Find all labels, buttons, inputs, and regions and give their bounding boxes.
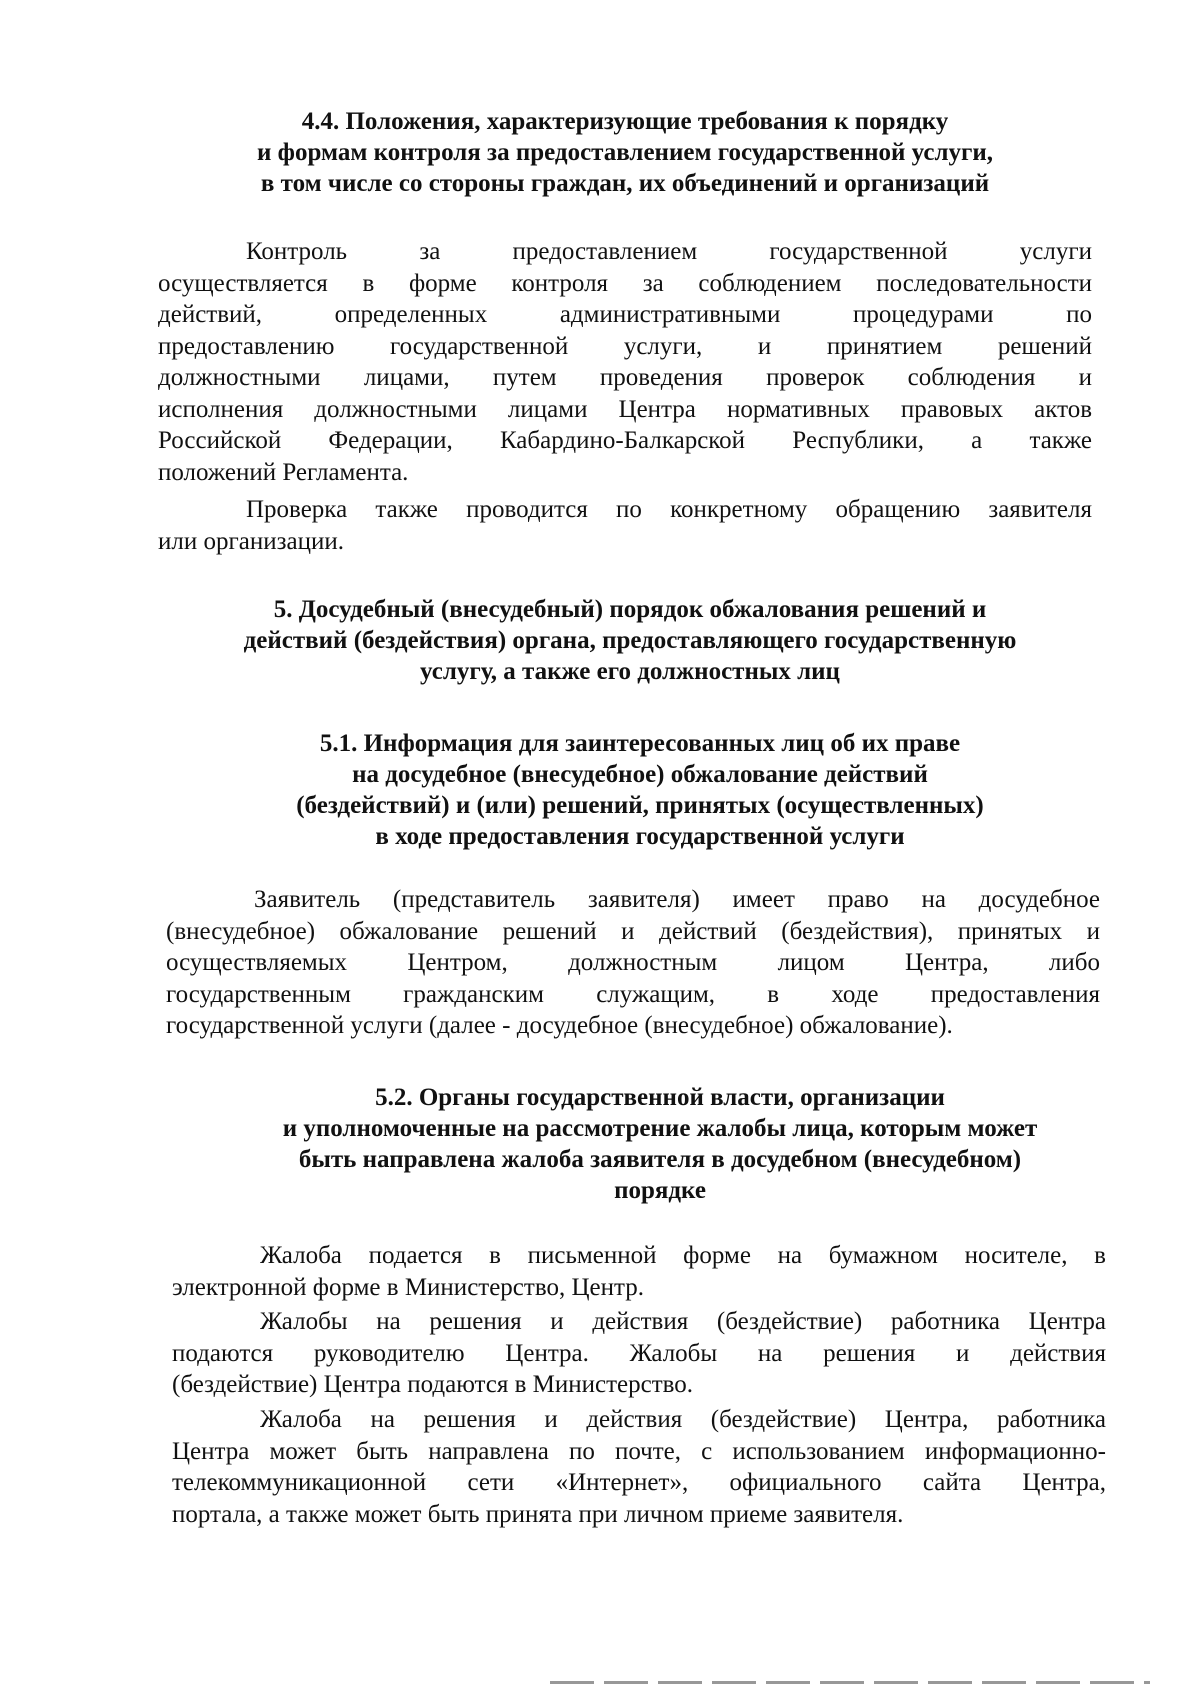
heading-line: порядке (614, 1177, 706, 1204)
text-line: Контроль за предоставлением государственной услуги (246, 238, 1092, 265)
text-line: портала, а также может быть принята при личном приеме заявителя. (172, 1500, 904, 1528)
text-line: должностными лицами, путем проведения проверок соблюдения и (158, 364, 1092, 391)
text-line: положений Регламента. (158, 458, 409, 486)
section-5-2-paragraph-2 (172, 1306, 1106, 1401)
text-line: Центра может быть направлена по почте, с использованием информационно- (172, 1437, 1106, 1465)
text-line: Жалоба на решения и действия (бездействие) Центра, работника (260, 1406, 1106, 1433)
section-4-4-paragraph-1 (158, 236, 1092, 488)
text-line: Жалоба подается в письменной форме на бумажном носителе, в (260, 1242, 1106, 1269)
text-line: или организации. (158, 527, 344, 555)
section-4-4-paragraph-2 (158, 494, 1092, 557)
text-line: предоставлению государственной услуги, и принятием решений (158, 332, 1092, 360)
text-line: Проверка также проводится по конкретному обращению заявителя (246, 496, 1092, 523)
text-line: государственной услуги (далее - досудебное (внесудебное) обжалование). (166, 1012, 953, 1039)
text-line: осуществляется в форме контроля за соблюдением последовательности (158, 269, 1092, 297)
text-line: осуществляемых Центром, должностным лицом Центра, либо (166, 949, 1100, 976)
text-line: Заявитель (представитель заявителя) имеет право на досудебное (254, 886, 1100, 913)
section-4-4-heading (225, 106, 1025, 199)
heading-line: действий (бездействия) органа, предоставляющего государственную (243, 627, 1017, 654)
text-line: Жалобы на решения и действия (бездействие) работника Центра (260, 1308, 1106, 1335)
text-line: государственным гражданским служащим, в ходе предоставления (166, 980, 1100, 1008)
heading-line: 5.2. Органы государственной власти, организации (375, 1084, 945, 1111)
text-line: Российской Федерации, Кабардино-Балкарской Республики, а также (158, 427, 1092, 454)
heading-line: на досудебное (внесудебное) обжалование действий (352, 761, 928, 788)
heading-line: 5. Досудебный (внесудебный) порядок обжалования решений и (273, 596, 987, 623)
heading-line: в ходе предоставления государственной услуги (375, 823, 905, 850)
text-line: действий, определенных административными процедурами по (158, 301, 1092, 328)
heading-line: (бездействий) и (или) решений, принятых (осуществленных) (296, 792, 984, 819)
text-line: электронной форме в Министерство, Центр. (172, 1273, 644, 1301)
heading-line: и уполномоченные на рассмотрение жалобы лица, которым может (282, 1115, 1038, 1142)
text-line: телекоммуникационной сети «Интернет», официального сайта Центра, (172, 1469, 1106, 1496)
text-line: подаются руководителю Центра. Жалобы на решения и действия (172, 1339, 1106, 1367)
heading-line: услугу, а также его должностных лиц (420, 658, 840, 685)
heading-line: 4.4. Положения, характеризующие требования к порядку (301, 108, 949, 135)
text-line: исполнения должностными лицами Центра нормативных правовых актов (158, 395, 1092, 423)
section-5-2-paragraph-3 (172, 1404, 1106, 1530)
heading-line: в том числе со стороны граждан, их объединений и организаций (260, 170, 990, 197)
section-5-1-heading (230, 728, 1050, 852)
heading-line: 5.1. Информация для заинтересованных лиц об их праве (319, 730, 961, 757)
text-line: (бездействие) Центра подаются в Министерство. (172, 1371, 694, 1398)
scan-footer-artifact (550, 1681, 1150, 1684)
heading-line: и формам контроля за предоставлением государственной услуги, (257, 139, 993, 166)
section-5-1-paragraph-1 (166, 884, 1100, 1042)
section-5-2-paragraph-1 (172, 1240, 1106, 1303)
section-5-2-heading (230, 1082, 1090, 1206)
section-5-heading (180, 594, 1080, 687)
heading-line: быть направлена жалоба заявителя в досудебном (внесудебном) (298, 1146, 1022, 1173)
text-line: (внесудебное) обжалование решений и действий (бездействия), принятых и (166, 917, 1100, 945)
